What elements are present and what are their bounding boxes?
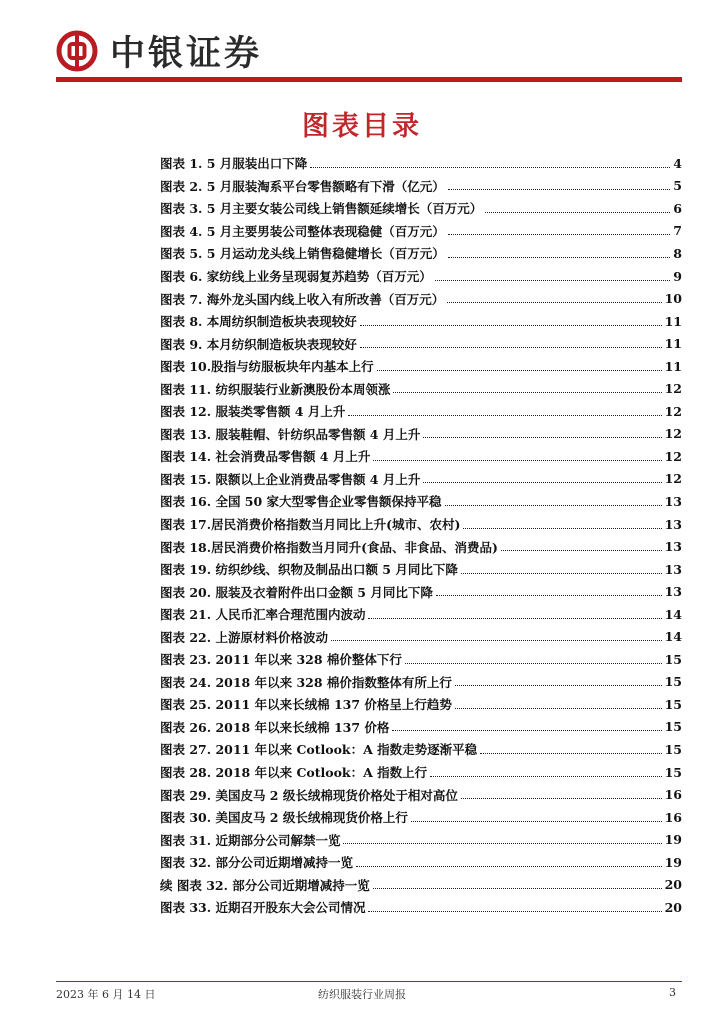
toc-leader-dots — [373, 460, 661, 461]
toc-entry-label: 图表 12. 服装类零售额 4 月上升 — [160, 404, 346, 420]
toc-entry-label: 图表 32. 部分公司近期增减持一览 — [160, 855, 353, 871]
toc-entry[interactable] — [160, 377, 682, 400]
toc-entry-page: 19 — [664, 832, 682, 848]
toc-title: 图表目录 — [302, 111, 422, 142]
toc-entry[interactable] — [160, 851, 682, 874]
toc-entry-page: 12 — [664, 471, 682, 487]
toc-entry-page: 12 — [664, 426, 682, 442]
footer-date: 2023 年 6 月 14 日 — [56, 988, 156, 1001]
toc-entry-page: 20 — [664, 899, 682, 915]
toc-entry-page: 9 — [673, 268, 682, 284]
toc-entry[interactable] — [160, 671, 682, 694]
toc-entry-label: 图表 17.居民消费价格指数当月同比上升(城市、农村) — [160, 517, 461, 533]
toc-entry[interactable] — [160, 761, 682, 784]
toc-leader-dots — [348, 415, 661, 416]
toc-entry[interactable] — [160, 648, 682, 671]
toc-leader-dots — [448, 189, 670, 190]
toc-entry-label: 图表 9. 本月纺织制造板块表现较好 — [160, 336, 357, 352]
toc-entry[interactable] — [160, 513, 682, 536]
toc-entry-page: 5 — [673, 178, 682, 194]
toc-entry-label: 图表 7. 海外龙头国内线上收入有所改善（百万元） — [160, 291, 445, 307]
toc-leader-dots — [373, 888, 662, 889]
toc-entry-label: 图表 5. 5 月运动龙头线上销售稳健增长（百万元） — [160, 246, 445, 262]
toc-entry-label: 图表 1. 5 月服装出口下降 — [160, 156, 308, 172]
toc-entry-label: 图表 8. 本周纺织制造板块表现较好 — [160, 314, 357, 330]
toc-leader-dots — [368, 911, 661, 912]
toc-entry-page: 6 — [673, 200, 682, 216]
toc-entry-label: 图表 28. 2018 年以来 Cotlook：A 指数上行 — [160, 765, 428, 781]
toc-entry[interactable] — [160, 783, 682, 806]
toc-entry-page: 11 — [664, 358, 682, 374]
toc-entry[interactable] — [160, 490, 682, 513]
toc-leader-dots — [423, 437, 661, 438]
toc-entry[interactable] — [160, 535, 682, 558]
toc-entry-page: 15 — [664, 696, 682, 712]
toc-leader-dots — [405, 663, 662, 664]
toc-entry[interactable] — [160, 806, 682, 829]
brand-name: 中银证券 — [110, 34, 263, 74]
toc-entry-label: 图表 24. 2018 年以来 328 棉价指数整体有所上行 — [160, 674, 452, 690]
toc-entry[interactable] — [160, 332, 682, 355]
toc-leader-dots — [455, 685, 662, 686]
toc-entry-label: 图表 27. 2011 年以来 Cotlook：A 指数走势逐渐平稳 — [160, 742, 478, 758]
toc-leader-dots — [368, 618, 661, 619]
toc-entry[interactable] — [160, 693, 682, 716]
toc-entry-page: 13 — [664, 561, 682, 577]
toc-entry[interactable] — [160, 152, 682, 175]
toc-entry-label: 图表 29. 美国皮马 2 级长绒棉现货价格处于相对高位 — [160, 787, 458, 803]
toc-leader-dots — [360, 347, 662, 348]
toc-entry[interactable] — [160, 603, 682, 626]
toc-leader-dots — [393, 392, 661, 393]
toc-entry[interactable] — [160, 287, 682, 310]
toc-entry[interactable] — [160, 355, 682, 378]
toc-entry-label: 图表 18.居民消费价格指数当月同升(食品、非食品、消费品) — [160, 539, 498, 555]
toc-entry-label: 图表 25. 2011 年以来长绒棉 137 价格呈上行趋势 — [160, 697, 452, 713]
toc-entry[interactable] — [160, 445, 682, 468]
toc-entry[interactable] — [160, 220, 682, 243]
toc-leader-dots — [331, 640, 662, 641]
toc-leader-dots — [392, 730, 661, 731]
toc-entry[interactable] — [160, 310, 682, 333]
toc-leader-dots — [377, 370, 662, 371]
toc-entry-label: 图表 31. 近期部分公司解禁一览 — [160, 832, 341, 848]
toc-entry[interactable] — [160, 242, 682, 265]
toc-entry-label: 图表 23. 2011 年以来 328 棉价整体下行 — [160, 652, 402, 668]
toc-entry[interactable] — [160, 558, 682, 581]
toc-entry[interactable] — [160, 716, 682, 739]
toc-leader-dots — [435, 280, 671, 281]
bank-of-china-logo-icon — [56, 30, 98, 72]
toc-entry-label: 图表 20. 服装及衣着附件出口金额 5 月同比下降 — [160, 584, 433, 600]
toc-entry[interactable] — [160, 400, 682, 423]
toc-leader-dots — [310, 167, 670, 168]
toc-entry-label: 图表 6. 家纺线上业务呈现弱复苏趋势（百万元） — [160, 269, 432, 284]
toc-entry-page: 13 — [664, 539, 682, 555]
toc-entry-page: 15 — [664, 764, 682, 780]
toc-entry-label: 图表 13. 服装鞋帽、针纺织品零售额 4 月上升 — [160, 426, 421, 442]
toc-leader-dots — [360, 325, 662, 326]
toc-entry-label: 图表 3. 5 月主要女装公司线上销售额延续增长（百万元） — [160, 201, 483, 217]
footer-page-number: 3 — [669, 986, 676, 999]
toc-leader-dots — [485, 212, 670, 213]
page-header — [56, 26, 262, 76]
toc-leader-dots — [448, 234, 670, 235]
toc-entry-page: 15 — [664, 719, 682, 735]
toc-entry[interactable] — [160, 580, 682, 603]
footer-divider — [56, 981, 682, 982]
toc-entry-page: 4 — [673, 155, 682, 171]
toc-entry-label: 图表 16. 全国 50 家大型零售企业零售额保持平稳 — [160, 494, 442, 510]
toc-entry-label: 图表 21. 人民币汇率合理范围内波动 — [160, 607, 366, 623]
toc-entry-label: 图表 14. 社会消费品零售额 4 月上升 — [160, 449, 371, 465]
toc-entry-page: 7 — [673, 223, 682, 239]
toc-entry[interactable] — [160, 265, 682, 288]
toc-leader-dots — [445, 505, 662, 506]
toc-leader-dots — [461, 573, 662, 574]
toc-entry[interactable] — [160, 468, 682, 491]
toc-entry-label: 续 图表 32. 部分公司近期增减持一览 — [160, 877, 370, 893]
toc-entry-page: 13 — [664, 493, 682, 509]
toc-entry-label: 图表 2. 5 月服装淘系平台零售额略有下滑（亿元） — [160, 178, 445, 194]
toc-leader-dots — [411, 821, 662, 822]
toc-entry-page: 12 — [664, 381, 682, 397]
toc-entry-page: 12 — [664, 403, 682, 419]
toc-leader-dots — [436, 595, 662, 596]
toc-entry-label: 图表 30. 美国皮马 2 级长绒棉现货价格上行 — [160, 810, 408, 826]
toc-entry-page: 13 — [664, 516, 682, 532]
toc-entry-page: 8 — [673, 245, 682, 261]
toc-entry-page: 13 — [664, 584, 682, 600]
toc-entry[interactable] — [160, 423, 682, 446]
toc-entry-page: 16 — [664, 787, 682, 803]
toc-entry-label: 图表 26. 2018 年以来长绒棉 137 价格 — [160, 719, 390, 735]
toc-leader-dots — [463, 528, 661, 529]
toc-entry[interactable] — [160, 738, 682, 761]
toc-leader-dots — [356, 866, 662, 867]
table-of-figures — [160, 152, 682, 919]
toc-leader-dots — [455, 708, 662, 709]
toc-entry-label: 图表 15. 限额以上企业消费品零售额 4 月上升 — [160, 471, 421, 487]
toc-entry[interactable] — [160, 896, 682, 919]
toc-entry-page: 14 — [664, 629, 682, 645]
toc-entry-page: 19 — [664, 854, 682, 870]
toc-entry-page: 10 — [664, 291, 682, 307]
toc-leader-dots — [501, 550, 662, 551]
toc-entry-label: 图表 33. 近期召开股东大会公司情况 — [160, 900, 366, 916]
toc-leader-dots — [448, 257, 670, 258]
toc-entry[interactable] — [160, 625, 682, 648]
toc-entry-label: 图表 11. 纺织服装行业新澳股份本周领涨 — [160, 381, 391, 397]
toc-entry-page: 20 — [664, 877, 682, 893]
toc-leader-dots — [343, 843, 661, 844]
footer-report-name: 纺织服装行业周报 — [318, 988, 406, 1001]
toc-entry-page: 12 — [664, 448, 682, 464]
toc-entry-page: 15 — [664, 674, 682, 690]
toc-entry[interactable] — [160, 197, 682, 220]
toc-entry[interactable] — [160, 175, 682, 198]
toc-leader-dots — [447, 302, 661, 303]
toc-leader-dots — [461, 798, 662, 799]
toc-entry-page: 11 — [664, 336, 682, 352]
toc-leader-dots — [430, 776, 661, 777]
toc-entry-label: 图表 22. 上游原材料价格波动 — [160, 629, 328, 645]
toc-entry-label: 图表 19. 纺织纱线、织物及制品出口额 5 月同比下降 — [160, 562, 458, 578]
toc-entry-label: 图表 4. 5 月主要男装公司整体表现稳健（百万元） — [160, 223, 445, 239]
toc-leader-dots — [480, 753, 661, 754]
header-divider — [56, 77, 682, 82]
toc-entry-page: 11 — [664, 313, 682, 329]
toc-entry-page: 15 — [664, 741, 682, 757]
toc-entry-page: 15 — [664, 651, 682, 667]
toc-entry[interactable] — [160, 828, 682, 851]
toc-entry[interactable] — [160, 874, 682, 897]
toc-entry-label: 图表 10.股指与纺服板块年内基本上行 — [160, 359, 374, 375]
toc-entry-page: 16 — [664, 809, 682, 825]
toc-leader-dots — [423, 482, 661, 483]
toc-entry-page: 14 — [664, 606, 682, 622]
